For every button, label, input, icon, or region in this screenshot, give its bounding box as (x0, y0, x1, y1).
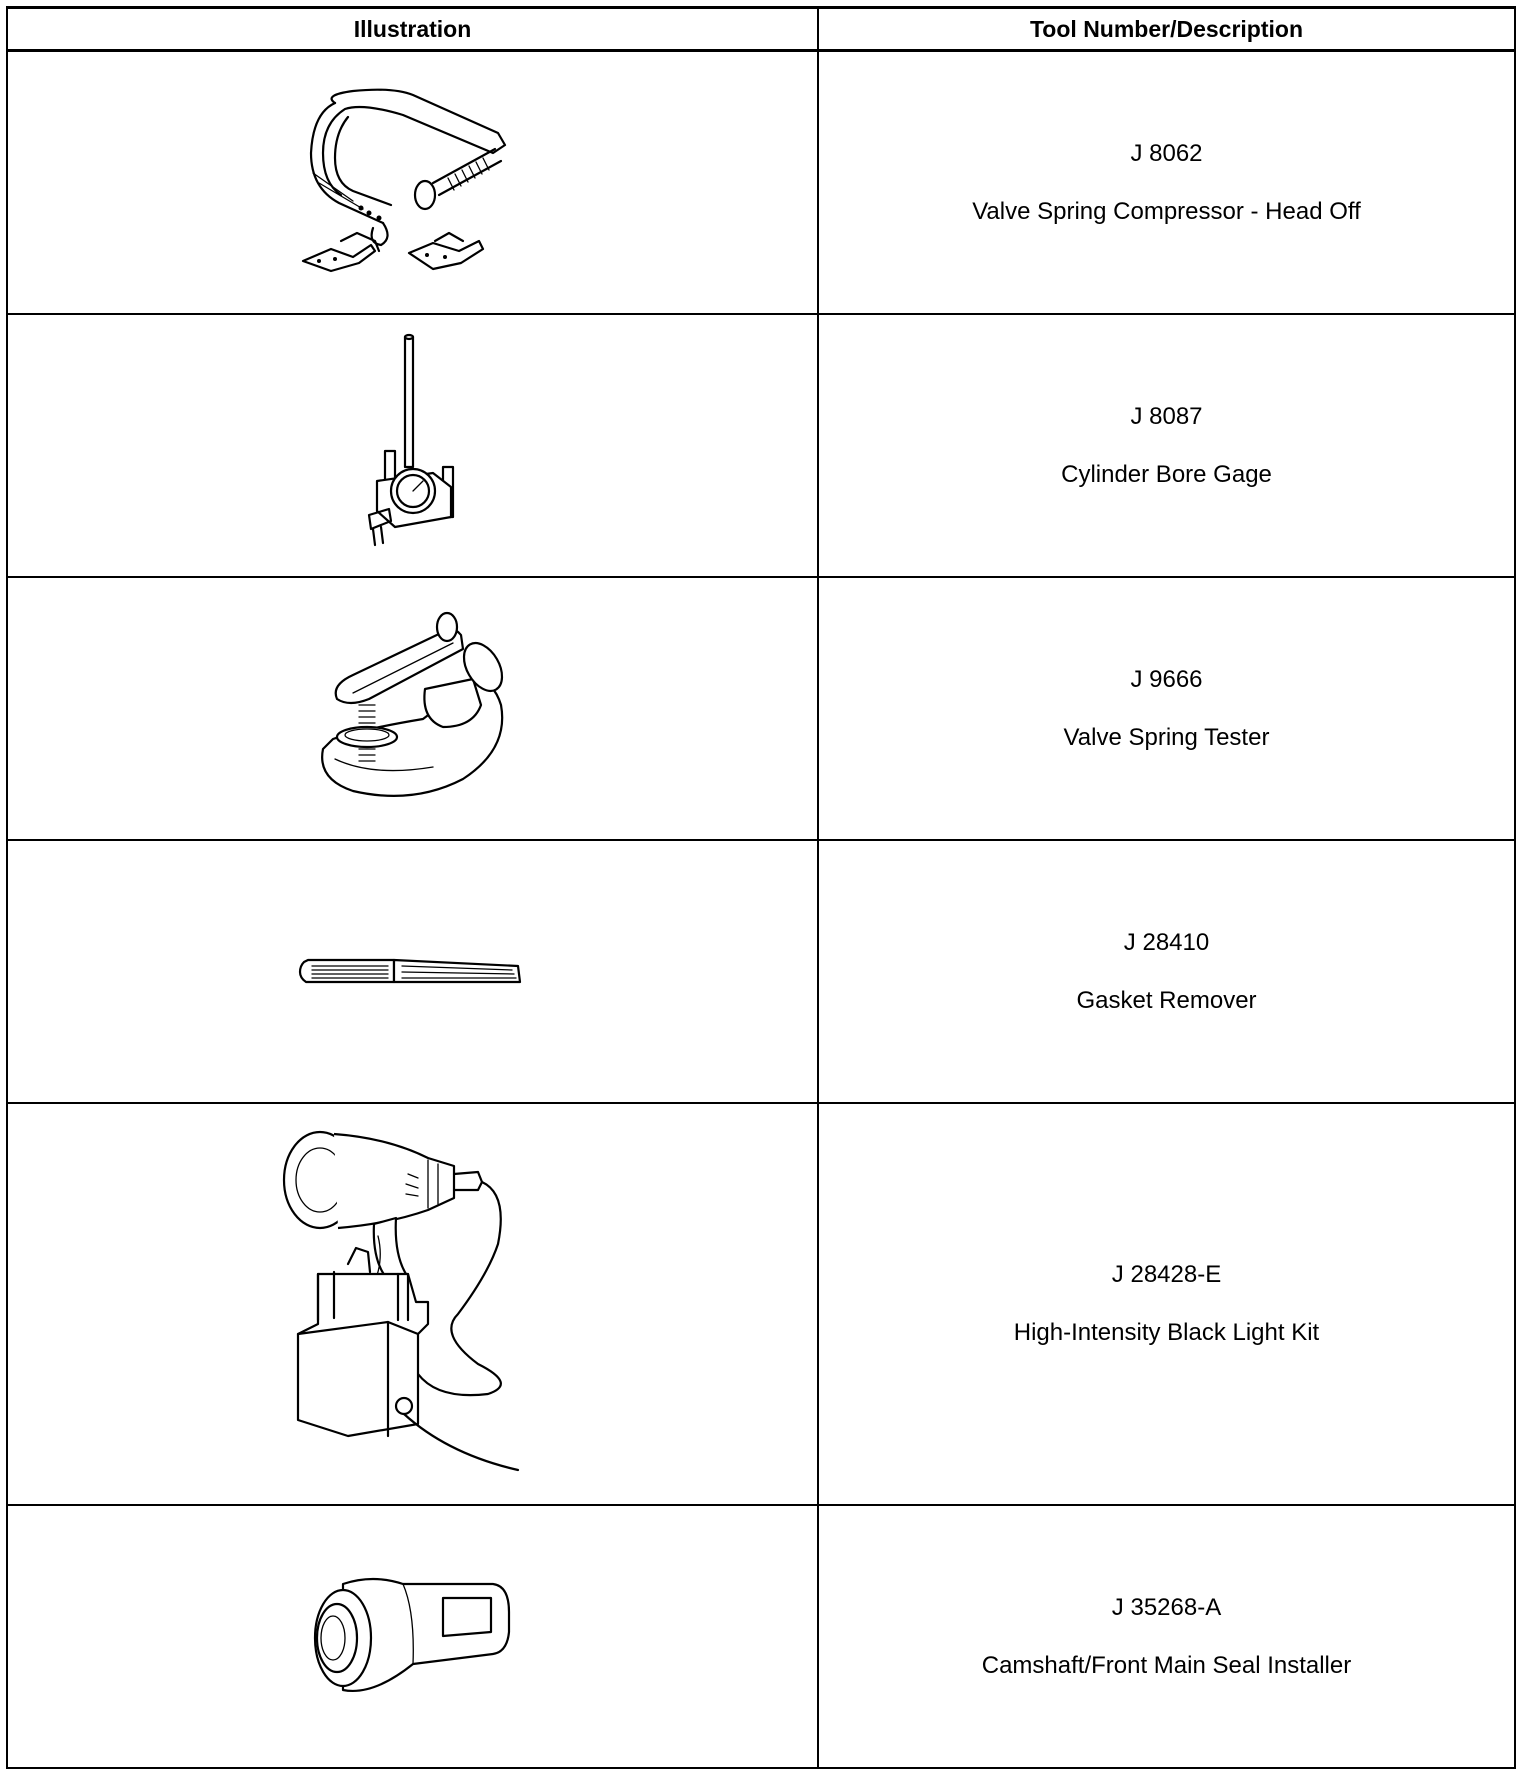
tool-info-cell (818, 314, 1515, 577)
tool-number: J 35268-A (1111, 1593, 1222, 1621)
tool-number: J 28428-E (1111, 1261, 1222, 1288)
header-illustration: Illustration (7, 8, 818, 51)
table-row (7, 1505, 1515, 1768)
table-row (7, 1103, 1515, 1505)
illustration-cell (7, 577, 818, 840)
tool-number: J 9666 (1130, 665, 1203, 693)
table-header-row (7, 8, 1515, 51)
valve-spring-tester-icon (313, 609, 513, 809)
black-light-kit-icon (278, 1124, 548, 1484)
gasket-remover-icon (298, 952, 528, 992)
seal-installer-icon (303, 1572, 523, 1702)
cylinder-bore-gage-icon (333, 331, 493, 561)
tool-description: Valve Spring Compressor - Head Off (972, 197, 1361, 225)
tool-number: J 8062 (1130, 139, 1203, 167)
illustration-cell (7, 1103, 818, 1505)
tool-description: Camshaft/Front Main Seal Installer (981, 1651, 1352, 1679)
table-row (7, 577, 1515, 840)
tool-description: Valve Spring Tester (1063, 723, 1270, 751)
tool-info-cell (818, 1505, 1515, 1768)
table-row (7, 314, 1515, 577)
illustration-cell (7, 51, 818, 315)
valve-spring-compressor-icon (283, 73, 543, 293)
tool-info-cell (818, 577, 1515, 840)
illustration-cell (7, 1505, 818, 1768)
tool-info-cell (818, 51, 1515, 315)
special-tools-table (6, 6, 1516, 1769)
tool-description: Gasket Remover (1076, 986, 1257, 1014)
illustration-cell (7, 314, 818, 577)
illustration-cell (7, 840, 818, 1103)
table-row (7, 840, 1515, 1103)
tool-description: High-Intensity Black Light Kit (1013, 1319, 1320, 1346)
tool-description: Cylinder Bore Gage (1061, 460, 1272, 488)
tool-number: J 28410 (1123, 928, 1210, 956)
tool-info-cell (818, 1103, 1515, 1505)
table-row (7, 51, 1515, 315)
tool-number: J 8087 (1130, 402, 1203, 430)
tool-info-cell (818, 840, 1515, 1103)
header-tool-number-description: Tool Number/Description (818, 8, 1515, 51)
